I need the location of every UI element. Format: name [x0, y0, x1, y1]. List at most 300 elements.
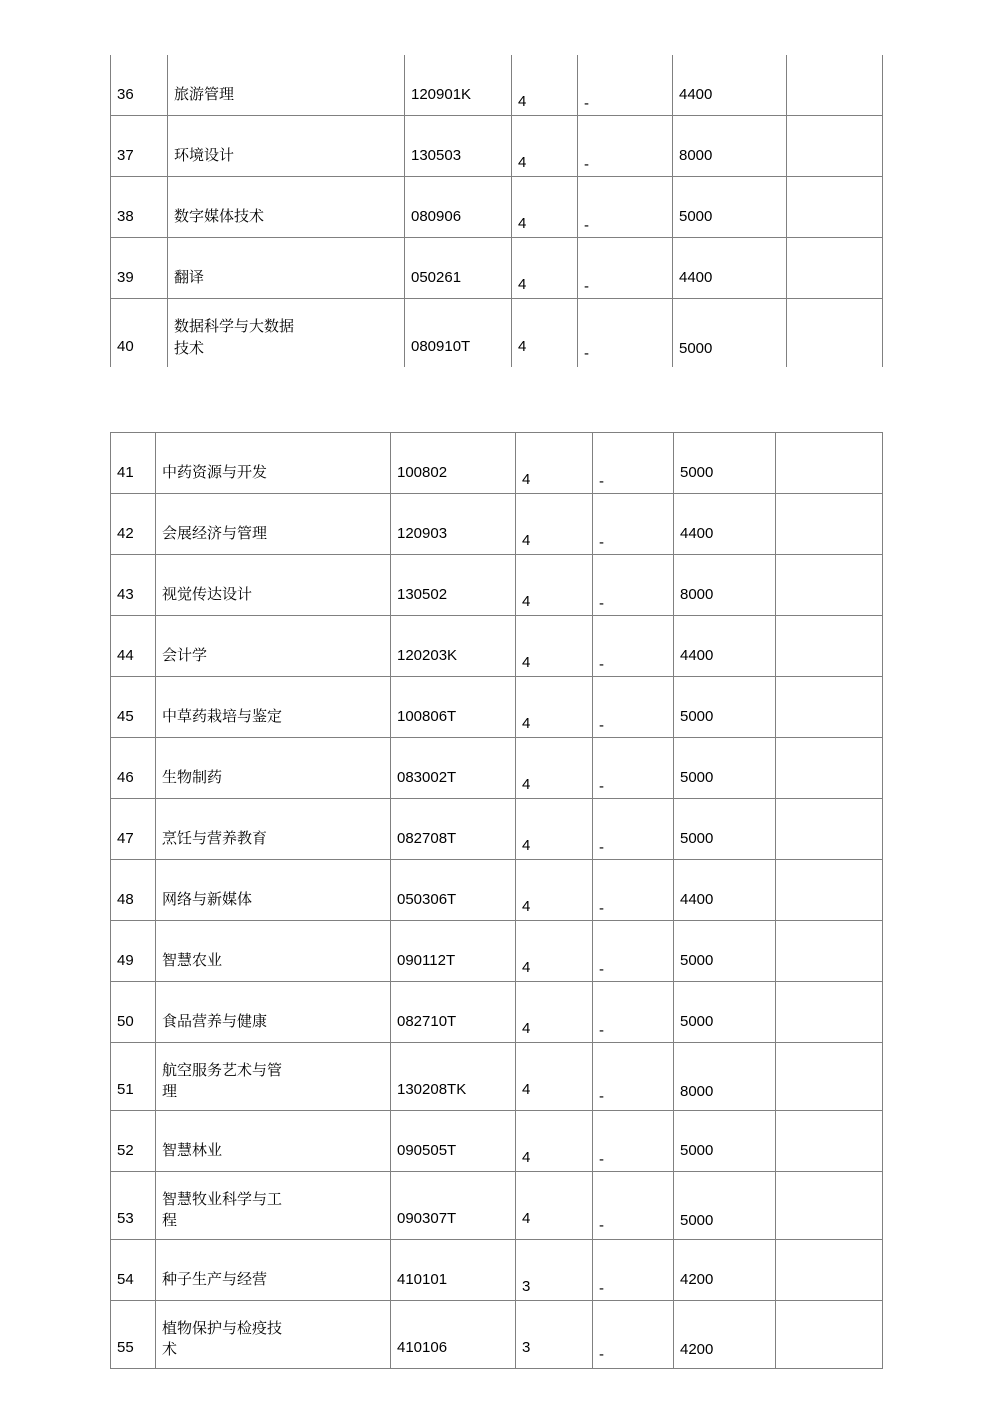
serial-number-text: 38	[117, 208, 134, 226]
major-code-text: 130502	[397, 586, 448, 604]
cell-study-years	[516, 677, 593, 738]
serial-number-text: 37	[117, 147, 134, 165]
cell-major-code	[405, 177, 512, 238]
remarks-text	[782, 850, 876, 859]
study-years-text: 4	[522, 532, 531, 550]
cell-serial-number	[111, 116, 168, 177]
remark-dash-text: -	[584, 95, 589, 113]
table-row	[111, 738, 883, 799]
cell-tuition-fee	[674, 555, 776, 616]
major-name-text: 旅游管理	[174, 85, 235, 104]
cell-remark-dash	[593, 616, 674, 677]
table-row	[111, 921, 883, 982]
major-code-text: 130503	[411, 147, 462, 165]
cell-serial-number	[111, 1043, 156, 1111]
study-years-text: 4	[522, 959, 531, 977]
remark-dash-text: -	[599, 1088, 604, 1106]
major-name-text: 视觉传达设计	[162, 585, 253, 604]
cell-tuition-fee	[674, 494, 776, 555]
cell-remarks	[776, 433, 883, 494]
remarks-text	[782, 1291, 876, 1300]
study-years-text: 4	[522, 837, 531, 855]
serial-number-text: 45	[117, 708, 134, 726]
cell-tuition-fee	[674, 677, 776, 738]
major-code-text: 120901K	[411, 86, 472, 104]
major-name-text	[162, 1060, 384, 1111]
remarks-text	[782, 728, 876, 737]
remark-dash-text: -	[599, 656, 604, 674]
cell-tuition-fee	[674, 799, 776, 860]
serial-number-text: 49	[117, 952, 134, 970]
cell-study-years	[516, 1301, 593, 1369]
study-years-text: 4	[518, 93, 527, 111]
remark-dash-text: -	[599, 1280, 604, 1298]
remarks-text	[793, 106, 876, 115]
study-years-text: 4	[522, 1020, 531, 1038]
table-row	[111, 677, 883, 738]
cell-tuition-fee	[674, 921, 776, 982]
cell-serial-number	[111, 1172, 156, 1240]
serial-number-text: 40	[117, 337, 134, 355]
cell-remarks	[776, 860, 883, 921]
tuition-fee-text: 4400	[680, 891, 714, 909]
table-row	[111, 177, 883, 238]
remark-dash-text: -	[599, 1022, 604, 1040]
remarks-text	[793, 289, 876, 298]
cell-remarks	[776, 982, 883, 1043]
cell-study-years	[512, 116, 578, 177]
major-name-text: 翻译	[174, 268, 205, 287]
cell-remarks	[787, 116, 883, 177]
cell-major-code	[391, 921, 516, 982]
major-name-text: 智慧林业	[162, 1141, 223, 1160]
cell-tuition-fee	[674, 1301, 776, 1369]
serial-number-text: 52	[117, 1142, 134, 1160]
study-years-text: 4	[522, 776, 531, 794]
cell-remark-dash	[593, 1240, 674, 1301]
table-row	[111, 1172, 883, 1240]
table-row	[111, 1301, 883, 1369]
cell-serial-number	[111, 982, 156, 1043]
study-years-text: 4	[522, 1081, 531, 1099]
remarks-text	[793, 228, 876, 237]
study-years-text: 4	[522, 1149, 531, 1167]
remarks-text	[782, 911, 876, 920]
study-years-text: 3	[522, 1339, 531, 1357]
table-row	[111, 799, 883, 860]
major-name-line: 植物保护与检疫技	[162, 1318, 283, 1337]
cell-major-name	[156, 982, 391, 1043]
cell-tuition-fee	[673, 299, 787, 367]
remarks-text	[793, 167, 876, 176]
major-name-text: 会展经济与管理	[162, 524, 268, 543]
cell-major-code	[391, 1043, 516, 1111]
cell-study-years	[512, 238, 578, 299]
cell-major-name	[156, 677, 391, 738]
cell-major-name	[168, 177, 405, 238]
remarks-text	[782, 545, 876, 554]
table-row	[111, 555, 883, 616]
remark-dash-text: -	[599, 1346, 604, 1364]
cell-major-name	[168, 299, 405, 367]
tuition-fee-text: 8000	[680, 586, 714, 604]
major-name-line: 程	[162, 1211, 178, 1230]
tuition-fee-text: 4200	[680, 1341, 714, 1359]
cell-major-code	[391, 1172, 516, 1240]
cell-major-name	[156, 1301, 391, 1369]
cell-study-years	[516, 982, 593, 1043]
major-name-text: 网络与新媒体	[162, 890, 253, 909]
table-row	[111, 1111, 883, 1172]
major-name-line: 航空服务艺术与管	[162, 1060, 283, 1079]
cell-remarks	[776, 1301, 883, 1369]
cell-major-code	[405, 116, 512, 177]
cell-major-name	[156, 1043, 391, 1111]
cell-remark-dash	[593, 1172, 674, 1240]
cell-study-years	[516, 860, 593, 921]
major-code-text: 083002T	[397, 769, 457, 787]
table-body	[111, 433, 883, 1369]
cell-major-name	[156, 1172, 391, 1240]
major-code-text: 082708T	[397, 830, 457, 848]
cell-tuition-fee	[673, 177, 787, 238]
serial-number-text: 48	[117, 891, 134, 909]
remark-dash-text: -	[599, 839, 604, 857]
tuition-fee-text: 4200	[680, 1271, 714, 1289]
tuition-fee-text: 5000	[680, 1142, 714, 1160]
cell-remark-dash	[593, 433, 674, 494]
study-years-text: 4	[518, 154, 527, 172]
cell-remark-dash	[593, 677, 674, 738]
cell-remarks	[776, 1111, 883, 1172]
cell-tuition-fee	[674, 738, 776, 799]
cell-remarks	[776, 799, 883, 860]
cell-study-years	[516, 921, 593, 982]
major-name-text: 中药资源与开发	[162, 463, 268, 482]
remark-dash-text: -	[599, 778, 604, 796]
cell-serial-number	[111, 177, 168, 238]
cell-remarks	[776, 1240, 883, 1301]
cell-remark-dash	[593, 494, 674, 555]
tuition-fee-text: 4400	[679, 86, 713, 104]
cell-major-code	[391, 1111, 516, 1172]
cell-major-name	[168, 238, 405, 299]
tuition-fee-text: 5000	[679, 339, 713, 357]
cell-tuition-fee	[674, 1240, 776, 1301]
study-years-text: 4	[522, 715, 531, 733]
cell-major-code	[391, 799, 516, 860]
table-row	[111, 494, 883, 555]
major-code-text: 090112T	[397, 952, 456, 970]
serial-number-text: 46	[117, 769, 134, 787]
remarks-text	[782, 606, 876, 615]
table-row	[111, 238, 883, 299]
cell-major-code	[391, 555, 516, 616]
major-name-text	[162, 1189, 384, 1240]
major-name-text: 食品营养与健康	[162, 1012, 268, 1031]
tuition-fee-text: 5000	[680, 769, 714, 787]
cell-serial-number	[111, 433, 156, 494]
cell-remark-dash	[593, 799, 674, 860]
cell-major-code	[391, 677, 516, 738]
major-name-text: 种子生产与经营	[162, 1270, 268, 1289]
cell-remark-dash	[578, 238, 673, 299]
cell-remark-dash	[578, 55, 673, 116]
serial-number-text: 44	[117, 647, 134, 665]
major-code-text: 082710T	[397, 1013, 457, 1031]
major-name-text: 会计学	[162, 646, 208, 665]
cell-tuition-fee	[674, 982, 776, 1043]
major-name-text: 数字媒体技术	[174, 207, 265, 226]
cell-tuition-fee	[673, 55, 787, 116]
remark-dash-text: -	[599, 595, 604, 613]
cell-major-code	[391, 738, 516, 799]
cell-tuition-fee	[674, 860, 776, 921]
cell-major-name	[168, 55, 405, 116]
cell-serial-number	[111, 55, 168, 116]
remarks-text	[782, 667, 876, 676]
major-code-text: 090307T	[397, 1210, 457, 1228]
tuition-fee-text: 5000	[680, 464, 714, 482]
study-years-text: 4	[518, 276, 527, 294]
major-code-text: 050261	[411, 269, 462, 287]
tuition-fee-text: 5000	[680, 1212, 714, 1230]
major-name-text: 中草药栽培与鉴定	[162, 707, 283, 726]
tuition-fee-text: 8000	[679, 147, 713, 165]
cell-serial-number	[111, 860, 156, 921]
major-code-text: 410101	[397, 1271, 448, 1289]
study-years-text: 4	[522, 654, 531, 672]
tuition-fee-text: 5000	[680, 830, 714, 848]
cell-tuition-fee	[674, 1043, 776, 1111]
serial-number-text: 47	[117, 830, 134, 848]
cell-study-years	[512, 299, 578, 367]
study-years-text: 4	[522, 898, 531, 916]
serial-number-text: 53	[117, 1210, 134, 1228]
serial-number-text: 39	[117, 269, 134, 287]
cell-remarks	[787, 55, 883, 116]
cell-remark-dash	[578, 299, 673, 367]
cell-tuition-fee	[673, 238, 787, 299]
major-name-text: 生物制药	[162, 768, 223, 787]
table-row	[111, 1240, 883, 1301]
remarks-text	[782, 484, 876, 493]
major-code-text: 130208TK	[397, 1081, 467, 1099]
remark-dash-text: -	[599, 717, 604, 735]
cell-tuition-fee	[674, 1111, 776, 1172]
tuition-fee-text: 5000	[680, 952, 714, 970]
major-name-text: 环境设计	[174, 146, 235, 165]
table-row	[111, 860, 883, 921]
tuition-fee-text: 5000	[679, 208, 713, 226]
major-name-line: 术	[162, 1340, 178, 1359]
remarks-text	[782, 1033, 876, 1042]
cell-tuition-fee	[674, 433, 776, 494]
cell-remark-dash	[578, 116, 673, 177]
remark-dash-text: -	[584, 278, 589, 296]
cell-major-name	[156, 860, 391, 921]
cell-remarks	[787, 177, 883, 238]
major-code-text: 050306T	[397, 891, 457, 909]
cell-remarks	[776, 921, 883, 982]
cell-serial-number	[111, 555, 156, 616]
cell-major-code	[391, 494, 516, 555]
cell-study-years	[512, 55, 578, 116]
cell-serial-number	[111, 616, 156, 677]
cell-major-code	[391, 982, 516, 1043]
cell-remarks	[776, 616, 883, 677]
tuition-fee-text: 5000	[680, 708, 714, 726]
cell-remarks	[776, 677, 883, 738]
serial-number-text: 43	[117, 586, 134, 604]
cell-study-years	[516, 555, 593, 616]
cell-study-years	[516, 494, 593, 555]
table-body	[111, 55, 883, 367]
cell-major-name	[156, 1111, 391, 1172]
cell-remark-dash	[593, 555, 674, 616]
cell-remark-dash	[593, 921, 674, 982]
cell-serial-number	[111, 677, 156, 738]
major-name-line: 理	[162, 1082, 178, 1101]
cell-major-name	[156, 799, 391, 860]
remarks-text	[782, 972, 876, 981]
study-years-text: 4	[522, 1210, 531, 1228]
cell-serial-number	[111, 238, 168, 299]
tuition-fee-text: 4400	[680, 647, 714, 665]
major-name-line: 技术	[174, 338, 205, 357]
major-code-text: 120203K	[397, 647, 458, 665]
study-years-text: 4	[518, 337, 527, 355]
remarks-text	[782, 789, 876, 798]
cell-remark-dash	[593, 982, 674, 1043]
cell-study-years	[516, 616, 593, 677]
cell-remarks	[787, 299, 883, 367]
major-code-text: 410106	[397, 1339, 448, 1357]
cell-tuition-fee	[674, 1172, 776, 1240]
remarks-text	[793, 358, 876, 367]
serial-number-text: 42	[117, 525, 134, 543]
cell-remarks	[776, 738, 883, 799]
remark-dash-text: -	[599, 1217, 604, 1235]
serial-number-text: 36	[117, 86, 134, 104]
serial-number-text: 41	[117, 464, 134, 482]
cell-major-name	[156, 1240, 391, 1301]
major-code-text: 080906	[411, 208, 462, 226]
major-name-text: 智慧农业	[162, 951, 223, 970]
major-code-text: 100806T	[397, 708, 457, 726]
cell-major-name	[168, 116, 405, 177]
major-name-line: 智慧牧业科学与工	[162, 1189, 283, 1208]
cell-major-name	[156, 921, 391, 982]
cell-serial-number	[111, 494, 156, 555]
table-row	[111, 55, 883, 116]
major-name-line: 数据科学与大数据	[174, 317, 295, 335]
major-code-text: 080910T	[411, 337, 471, 355]
cell-remark-dash	[593, 1301, 674, 1369]
cell-major-code	[391, 1240, 516, 1301]
cell-serial-number	[111, 299, 168, 367]
remark-dash-text: -	[584, 217, 589, 235]
cell-remarks	[776, 1043, 883, 1111]
tuition-fee-text: 4400	[680, 525, 714, 543]
study-years-text: 4	[522, 471, 531, 489]
cell-serial-number	[111, 799, 156, 860]
cell-major-name	[156, 433, 391, 494]
cell-major-name	[156, 555, 391, 616]
cell-major-name	[156, 494, 391, 555]
cell-serial-number	[111, 738, 156, 799]
cell-major-name	[156, 738, 391, 799]
cell-serial-number	[111, 1301, 156, 1369]
cell-study-years	[516, 1172, 593, 1240]
cell-study-years	[516, 1043, 593, 1111]
cell-study-years	[516, 1240, 593, 1301]
major-name-text	[174, 316, 398, 367]
table-row	[111, 116, 883, 177]
remark-dash-text: -	[599, 961, 604, 979]
cell-remarks	[787, 238, 883, 299]
cell-study-years	[516, 433, 593, 494]
tuition-fee-text: 8000	[680, 1083, 714, 1101]
table-row	[111, 616, 883, 677]
cell-remarks	[776, 494, 883, 555]
cell-remark-dash	[593, 860, 674, 921]
serial-number-text: 54	[117, 1271, 134, 1289]
tuition-fee-text: 5000	[680, 1013, 714, 1031]
cell-tuition-fee	[673, 116, 787, 177]
cell-major-code	[391, 616, 516, 677]
serial-number-text: 51	[117, 1081, 134, 1099]
cell-major-code	[391, 433, 516, 494]
table-row	[111, 982, 883, 1043]
remark-dash-text: -	[599, 1151, 604, 1169]
table-row	[111, 433, 883, 494]
remarks-text	[782, 1359, 876, 1368]
cell-study-years	[512, 177, 578, 238]
cell-serial-number	[111, 1240, 156, 1301]
study-years-text: 4	[518, 215, 527, 233]
remark-dash-text: -	[584, 156, 589, 174]
cell-remark-dash	[593, 1111, 674, 1172]
remark-dash-text: -	[599, 473, 604, 491]
table-row	[111, 299, 883, 367]
cell-major-code	[391, 1301, 516, 1369]
table-row	[111, 1043, 883, 1111]
cell-tuition-fee	[674, 616, 776, 677]
cell-remark-dash	[593, 1043, 674, 1111]
major-code-text: 090505T	[397, 1142, 457, 1160]
serial-number-text: 50	[117, 1013, 134, 1031]
cell-major-name	[156, 616, 391, 677]
major-name-text: 烹饪与营养教育	[162, 829, 268, 848]
remark-dash-text: -	[599, 900, 604, 918]
cell-serial-number	[111, 921, 156, 982]
cell-serial-number	[111, 1111, 156, 1172]
serial-number-text: 55	[117, 1339, 134, 1357]
remark-dash-text: -	[599, 534, 604, 552]
remarks-text	[782, 1230, 876, 1239]
cell-study-years	[516, 738, 593, 799]
study-years-text: 3	[522, 1278, 531, 1296]
majors-table-part-1	[110, 55, 883, 367]
cell-study-years	[516, 1111, 593, 1172]
cell-remarks	[776, 555, 883, 616]
tuition-fee-text: 4400	[679, 269, 713, 287]
remark-dash-text: -	[584, 344, 589, 362]
cell-major-code	[405, 238, 512, 299]
majors-table-part-2	[110, 432, 883, 1369]
cell-study-years	[516, 799, 593, 860]
